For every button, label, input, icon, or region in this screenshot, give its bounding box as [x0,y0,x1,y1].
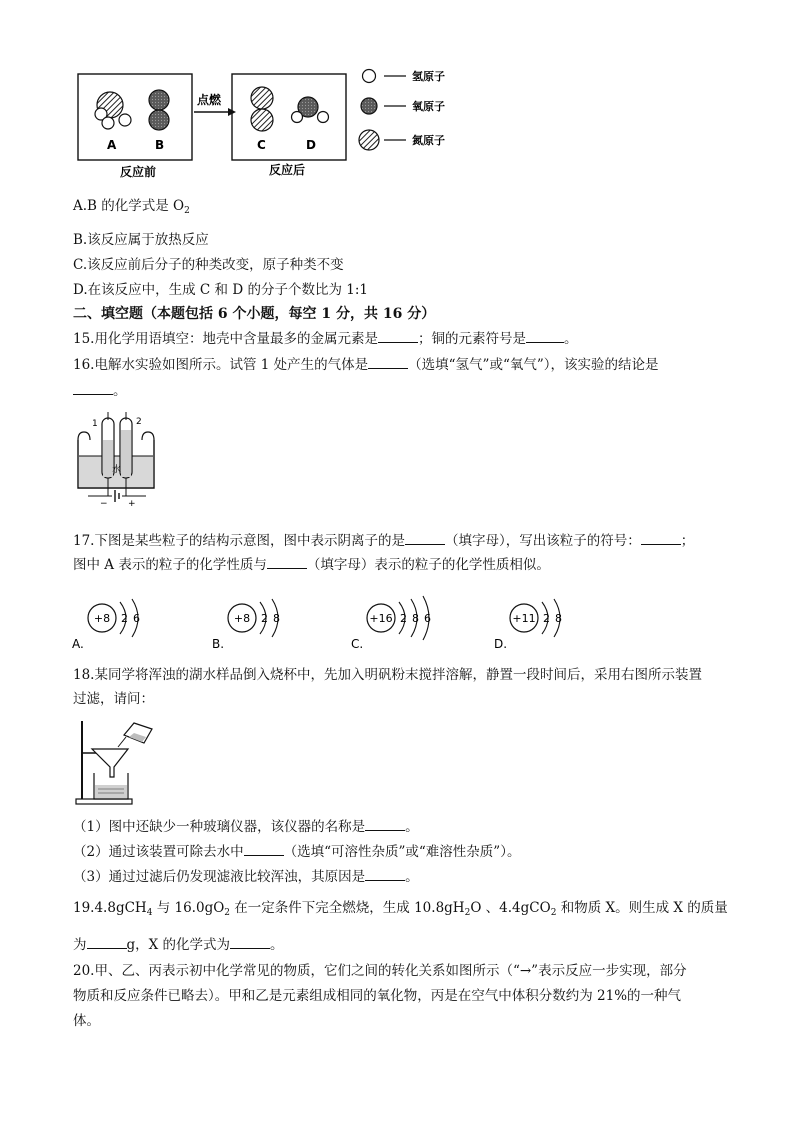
arrow-label: 点燃 [197,93,222,107]
before-box [78,74,192,160]
shell-electron-count: 2 [543,612,550,625]
nucleus-charge: +8 [233,612,251,625]
nucleus-charge: +11 [512,612,536,625]
q18-line2: 过滤，请问： [73,691,154,707]
minus-label: − [100,499,108,509]
hydrogen-atom [102,117,114,129]
q16-line1 [73,356,659,374]
q18-sub1 [73,818,419,836]
q18-s1a: （1）图中还缺少一种玻璃仪器，该仪器的名称是 [73,819,366,835]
water-label: 水 [112,465,122,475]
tube2-label: 2 [136,417,142,427]
q15-blank1[interactable] [378,330,418,343]
q20-line2: 物质和反应条件已略去）。甲和乙是元素组成相同的氧化物，丙是在空气中体积分数约为 21%的一种气 [73,988,682,1004]
label-A: A [107,138,117,152]
q16-part3: 。 [113,383,127,399]
q17-line2 [73,556,550,574]
particle-letter: B. [212,637,225,651]
particle-letter: D. [494,637,508,651]
q16-part1: 16.电解水实验如图所示。试管 1 处产生的气体是 [73,357,369,373]
legend [359,69,445,150]
q19-sub2: 2 [224,908,231,918]
hydrogen-atom [292,112,303,123]
q16-part2: （选填“氢气”或“氧气”），该实验的结论是 [408,357,659,373]
legend-hydrogen-icon [363,70,376,83]
q16-blank2[interactable] [73,382,113,395]
q15-part1: 15.用化学用语填空：地壳中含量最多的金属元素是 [73,331,378,347]
shell-electron-count: 8 [555,612,562,625]
q17-blank2[interactable] [641,532,681,545]
q17-line1b: （填字母），写出该粒子的符号： [444,533,641,549]
nitrogen-atom [251,109,273,131]
q14-option-a-sub: 2 [184,206,190,216]
q14-option-d: D.在该反应中，生成 C 和 D 的分子个数比为 1:1 [73,282,368,298]
atomic-structure-diagrams [72,588,592,652]
q17-line1 [73,532,694,550]
section2-title: 二、填空题（本题包括 6 个小题，每空 1 分，共 16 分） [73,306,436,322]
legend-oxygen-icon [361,98,377,114]
nucleus-charge: +16 [369,612,393,625]
hydrogen-atom [119,114,131,126]
hydrogen-atom [318,112,329,123]
q19-l2a: 为 [73,937,87,953]
q18-blank2[interactable] [244,843,284,856]
filtration-figure [74,715,164,807]
particle-1 [212,599,280,651]
q17-line2a: 图中 A 表示的粒子的化学性质与 [73,557,267,573]
q15-blank2[interactable] [526,330,564,343]
plus-label: + [128,499,136,509]
legend-hydrogen-label: 氢原子 [412,70,445,83]
q18-blank3[interactable] [365,868,405,881]
q15-part2: ；铜的元素符号是 [417,331,526,347]
q18-sub3 [73,868,419,886]
q18-s2b: （选填“可溶性杂质”或“难溶性杂质”）。 [283,844,521,860]
shell-electron-count: 8 [412,612,419,625]
particle-2 [351,596,431,651]
q19-sub4: 2 [550,908,557,918]
shell-electron-count: 2 [121,612,128,625]
q14-option-b: B.该反应属于放热反应 [73,232,209,248]
particle-letter: C. [351,637,364,651]
particle-letter: A. [72,637,84,651]
q16-line2 [73,382,127,400]
molecule-A [95,92,131,129]
molecule-B [149,90,169,130]
q18-s3b: 。 [405,869,419,885]
q19-blank2[interactable] [230,936,270,949]
q18-s1b: 。 [405,819,419,835]
q20-line3: 体。 [73,1013,100,1029]
shell-electron-count: 6 [133,612,140,625]
q19-t2: 与 16.0gO [152,900,225,916]
legend-nitrogen-icon [359,130,379,150]
shell-electron-count: 6 [424,612,431,625]
electrolysis-figure [72,410,162,510]
q18-s3a: （3）通过过滤后仍发现滤液比较浑浊，其原因是 [73,869,366,885]
shell-electron-count: 2 [400,612,407,625]
label-B: B [155,138,165,152]
q15-part3: 。 [563,331,578,347]
q19-line1 [73,899,728,922]
nucleus-charge: +8 [93,612,111,625]
q19-t1: 19.4.8gCH [73,900,147,916]
q19-t4: O 、4.4gCO [470,900,551,916]
q17-line1a: 17.下图是某些粒子的结构示意图，图中表示阴离子的是 [73,533,405,549]
label-D: D [306,138,316,152]
q19-line2 [73,936,284,954]
before-caption: 反应前 [120,165,157,179]
q17-line2b: （填字母）表示的粒子的化学性质相似。 [306,557,550,573]
label-C: C [257,138,266,152]
legend-oxygen-label: 氧原子 [412,100,445,113]
legend-nitrogen-label: 氮原子 [412,134,445,147]
q19-t3: 在一定条件下完全燃烧，生成 10.8gH [230,900,465,916]
q19-l2b: g，X 的化学式为 [126,937,231,953]
q19-blank1[interactable] [87,936,127,949]
shell-electron-count: 8 [273,612,280,625]
q18-sub2 [73,843,520,861]
q19-t5: 和物质 X。则生成 X 的质量 [556,900,728,916]
q18-line1: 18.某同学将浑浊的湖水样品倒入烧杯中，先加入明矾粉末搅拌溶解，静置一段时间后，采用右图所示装置 [73,667,702,683]
q14-option-a-text: A.B 的化学式是 O [73,198,185,214]
q14-option-a [73,197,190,220]
q17-blank1[interactable] [405,532,445,545]
q16-blank1[interactable] [368,356,408,369]
q19-sub3: 2 [464,908,471,918]
oxygen-atom [149,110,169,130]
q18-blank1[interactable] [365,818,405,831]
q17-line1c: ； [680,533,695,549]
oxygen-atom [149,90,169,110]
molecule-C [251,87,273,131]
reaction-figure [70,62,470,182]
q14-option-c: C.该反应前后分子的种类改变，原子种类不变 [73,257,344,273]
particle-0 [72,599,140,651]
q19-l2c: 。 [270,937,284,953]
q18-s2a: （2）通过该装置可除去水中 [73,844,244,860]
particle-3 [494,599,562,651]
q15 [73,330,577,348]
molecule-D [292,97,329,123]
shell-electron-count: 2 [261,612,268,625]
q20-line1: 20.甲、乙、丙表示初中化学常见的物质，它们之间的转化关系如图所示（“→”表示反应一步实现，部分 [73,963,687,979]
after-caption: 反应后 [269,163,306,177]
q17-blank3[interactable] [267,556,307,569]
tube1-label: 1 [92,419,98,429]
nitrogen-atom [251,87,273,109]
q19-sub1: 4 [146,908,153,918]
